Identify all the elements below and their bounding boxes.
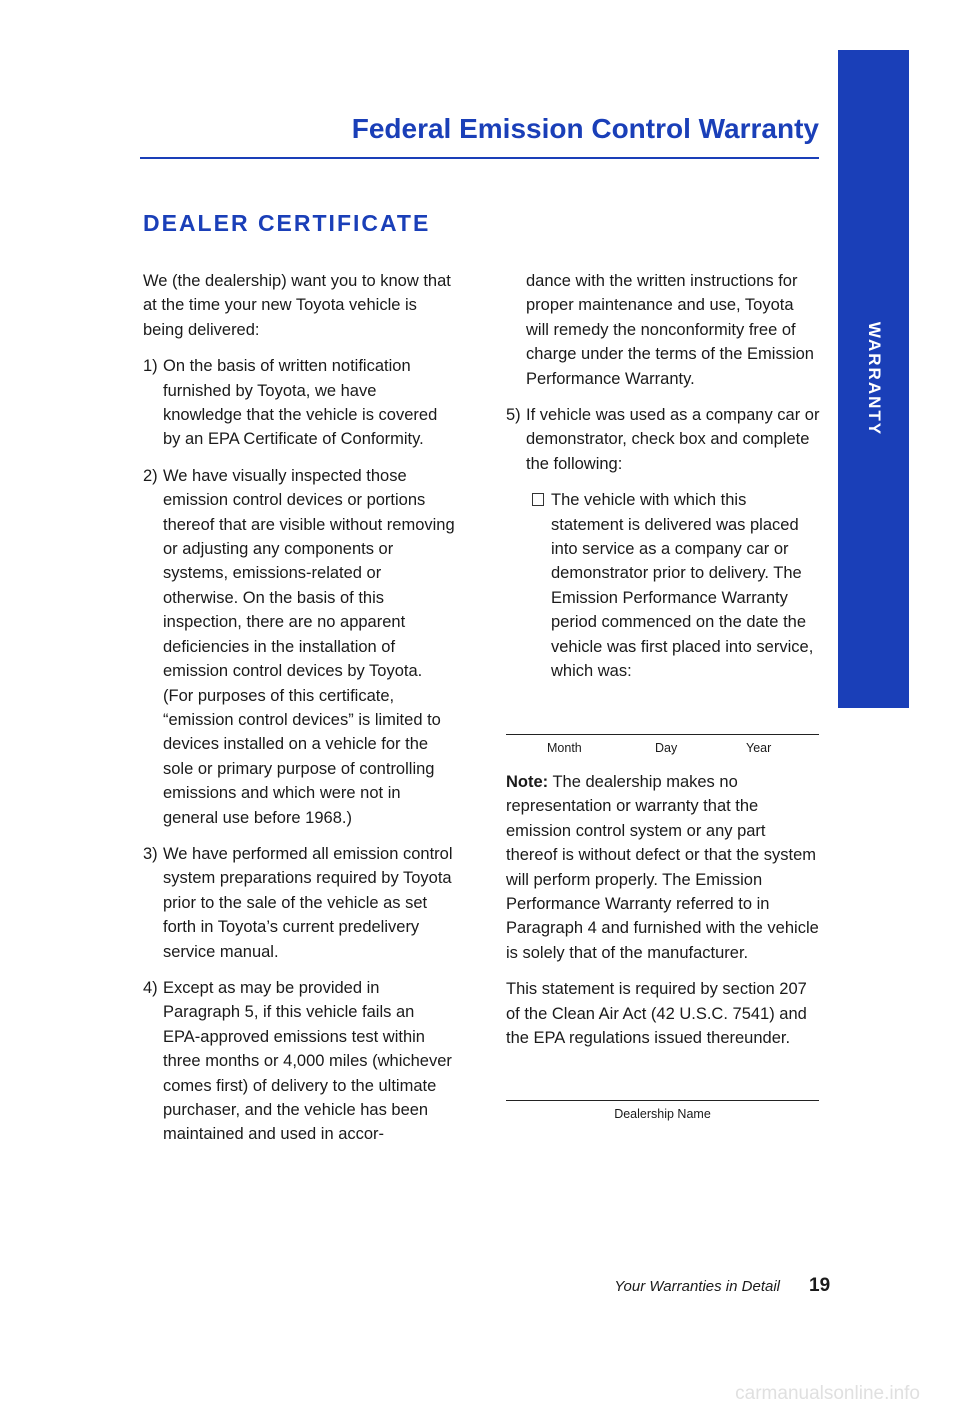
company-car-checkbox-item bbox=[506, 488, 820, 683]
item-number: 4) bbox=[143, 978, 158, 997]
list-item-1 bbox=[143, 354, 455, 452]
item-text: If vehicle was used as a company car or demonstrator, check box and complete the following: bbox=[526, 406, 820, 473]
footer-section-title: Your Warranties in Detail bbox=[614, 1278, 780, 1295]
item-text: On the basis of written notification furnished by Toyota, we have knowledge that the vehicle is covered by an EPA Certificate of Conformity. bbox=[163, 357, 438, 449]
dealership-name-line[interactable] bbox=[506, 1100, 819, 1101]
list-item-5 bbox=[506, 403, 820, 476]
list-item-4-continued bbox=[506, 269, 820, 391]
item-number: 3) bbox=[143, 844, 158, 863]
company-car-checkbox[interactable] bbox=[532, 493, 544, 506]
watermark: carmanualsonline.info bbox=[735, 1383, 920, 1404]
item-text: We have performed all emission control system preparations required by Toyota prior to the sale of the vehicle as set forth in Toyota’s current predelivery service manual. bbox=[163, 844, 453, 961]
note-paragraph bbox=[506, 770, 820, 965]
day-label: Day bbox=[655, 741, 678, 755]
side-tab-label: WARRANTY bbox=[864, 321, 884, 437]
dealership-name-label: Dealership Name bbox=[614, 1107, 711, 1121]
left-column bbox=[143, 269, 455, 1159]
item-number: 5) bbox=[506, 406, 521, 425]
list-item-2 bbox=[143, 464, 455, 830]
statement-paragraph: This statement is required by section 207 of the Clean Air Act (42 U.S.C. 7541) and the EPA regulations issued thereunder. bbox=[506, 980, 807, 1048]
list-item-3 bbox=[143, 842, 455, 964]
title-divider bbox=[140, 157, 819, 159]
note-label: Note: bbox=[506, 773, 549, 791]
list-item-4 bbox=[143, 976, 455, 1147]
section-heading: DEALER CERTIFICATE bbox=[143, 210, 431, 236]
item-number: 1) bbox=[143, 357, 158, 376]
side-tab bbox=[838, 50, 909, 708]
item-text: Except as may be provided in Paragraph 5, if this vehicle fails an EPA-approved emissions test within three months or 4,000 miles (whichever comes first) of delivery to the ultimate purchaser, and the vehicle has been maintained and used in accor- bbox=[163, 978, 452, 1144]
checkbox-text: The vehicle with which this statement is delivered was placed into service as a company car or demonstrator prior to delivery. The Emission Performance Warranty period commenced on the date the vehicle was first placed into service, which was: bbox=[551, 491, 814, 681]
note-block bbox=[506, 770, 820, 1062]
page-number: 19 bbox=[809, 1275, 831, 1296]
item-text: dance with the written instructions for proper maintenance and use, Toyota will remedy the nonconformity free of charge under the terms of the Emission Performance Warranty. bbox=[526, 272, 814, 388]
item-text: We have visually inspected those emission control devices or portions thereof that are visible without removing or adjusting any components or systems, emissions-related or otherwise. On the basis of this inspection, there are no apparent deficiencies in the installation of emission control devices by Toyota. (For purposes of this certificate, “emission control devices” is limited to devices installed on a vehicle for the sole or primary purpose of controlling emissions and which were not in general use before 1968.) bbox=[163, 466, 455, 827]
month-label: Month bbox=[547, 741, 582, 755]
date-entry-line[interactable] bbox=[506, 734, 819, 735]
page-title: Federal Emission Control Warranty bbox=[351, 113, 819, 144]
item-number: 2) bbox=[143, 466, 158, 485]
right-column bbox=[506, 269, 820, 684]
intro-paragraph: We (the dealership) want you to know that at the time your new Toyota vehicle is being delivered: bbox=[143, 272, 451, 339]
note-text: The dealership makes no representation or warranty that the emission control system or any part thereof is without defect or that the system will perform properly. The Emission Performance Warranty referred to in Paragraph 4 and furnished with the vehicle is solely that of the manufacturer. bbox=[506, 773, 819, 962]
year-label: Year bbox=[746, 741, 772, 755]
